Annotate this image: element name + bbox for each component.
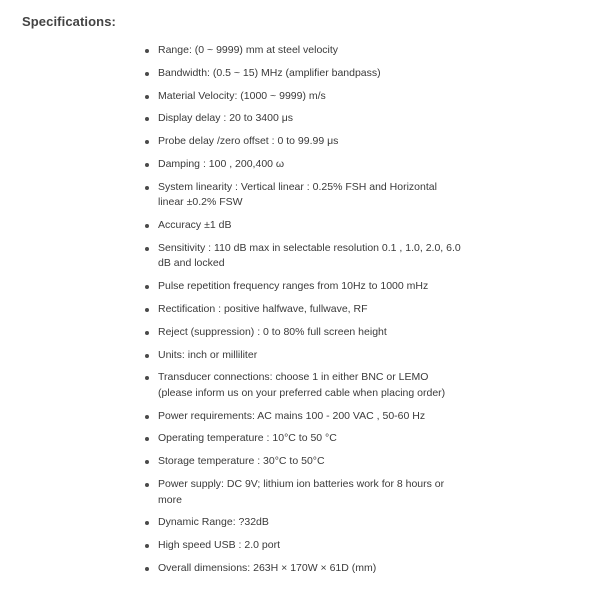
spec-item: [145, 561, 465, 577]
spec-item: [145, 279, 465, 295]
bullet-icon: [145, 567, 149, 571]
bullet-icon: [145, 415, 149, 419]
bullet-icon: [145, 186, 149, 190]
spec-item-text: System linearity : Vertical linear : 0.25% FSH and Horizontal linear ±0.2% FSW: [158, 180, 437, 209]
spec-item-text: Display delay : 20 to 3400 μs: [158, 112, 294, 125]
spec-item: [145, 477, 465, 508]
spec-item-text: Damping : 100 , 200,400 ω: [158, 157, 285, 170]
spec-item-text: Operating temperature : 10°C to 50 °C: [158, 432, 337, 445]
spec-item: [145, 180, 465, 211]
bullet-icon: [145, 140, 149, 144]
spec-item-text: Sensitivity : 110 dB max in selectable resolution 0.1 , 1.0, 2.0, 6.0 dB and locked: [158, 241, 461, 270]
spec-item-text: Storage temperature : 30°C to 50°C: [158, 455, 325, 468]
bullet-icon: [145, 224, 149, 228]
specifications-heading: Specifications:: [22, 14, 116, 29]
spec-item: [145, 241, 465, 272]
spec-item: [145, 348, 465, 364]
spec-item-text: High speed USB : 2.0 port: [158, 539, 280, 552]
spec-item-text: Transducer connections: choose 1 in either BNC or LEMO (please inform us on your preferred cable when placing order): [158, 371, 446, 399]
spec-item-text: Pulse repetition frequency ranges from 10Hz to 1000 mHz: [158, 280, 429, 293]
spec-item: [145, 515, 465, 531]
bullet-icon: [145, 247, 149, 251]
spec-item-text: Overall dimensions: 263H × 170W × 61D (mm): [158, 561, 377, 574]
spec-item-text: Range: (0 ~ 9999) mm at steel velocity: [158, 44, 339, 56]
bullet-icon: [145, 163, 149, 167]
bullet-icon: [145, 117, 149, 121]
bullet-icon: [145, 521, 149, 525]
spec-item: [145, 111, 465, 127]
spec-item: [145, 134, 465, 150]
bullet-icon: [145, 483, 149, 487]
bullet-icon: [145, 72, 149, 76]
spec-item: [145, 218, 465, 234]
spec-item-text: Units: inch or milliliter: [158, 348, 258, 361]
spec-item: [145, 409, 465, 425]
spec-item: [145, 454, 465, 470]
spec-item: [145, 43, 465, 59]
bullet-icon: [145, 460, 149, 464]
bullet-icon: [145, 544, 149, 548]
bullet-icon: [145, 437, 149, 441]
spec-item-text: Dynamic Range: ?32dB: [158, 516, 269, 529]
spec-item-text: Accuracy ±1 dB: [158, 219, 232, 232]
spec-item-text: Material Velocity: (1000 ~ 9999) m/s: [158, 89, 326, 102]
spec-item-text: Probe delay /zero offset : 0 to 99.99 μs: [158, 135, 339, 148]
spec-item: [145, 66, 465, 82]
specifications-list: [145, 43, 465, 584]
bullet-icon: [145, 49, 149, 53]
spec-item-text: Reject (suppression) : 0 to 80% full screen height: [158, 325, 387, 338]
spec-item: [145, 325, 465, 341]
bullet-icon: [145, 95, 149, 99]
spec-item: [145, 89, 465, 105]
bullet-icon: [145, 376, 149, 380]
spec-item-text: Power requirements: AC mains 100 - 200 VAC , 50-60 Hz: [158, 409, 426, 422]
spec-item: [145, 538, 465, 554]
spec-item-text: Rectification : positive halfwave, fullwave, RF: [158, 302, 368, 315]
spec-item-text: Bandwidth: (0.5 ~ 15) MHz (amplifier bandpass): [158, 66, 381, 79]
spec-item-text: Power supply: DC 9V; lithium ion batteries work for 8 hours or more: [158, 478, 445, 506]
spec-item: [145, 157, 465, 173]
spec-item: [145, 370, 465, 401]
bullet-icon: [145, 331, 149, 335]
bullet-icon: [145, 354, 149, 358]
spec-item: [145, 431, 465, 447]
spec-item: [145, 302, 465, 318]
bullet-icon: [145, 308, 149, 312]
bullet-icon: [145, 285, 149, 289]
